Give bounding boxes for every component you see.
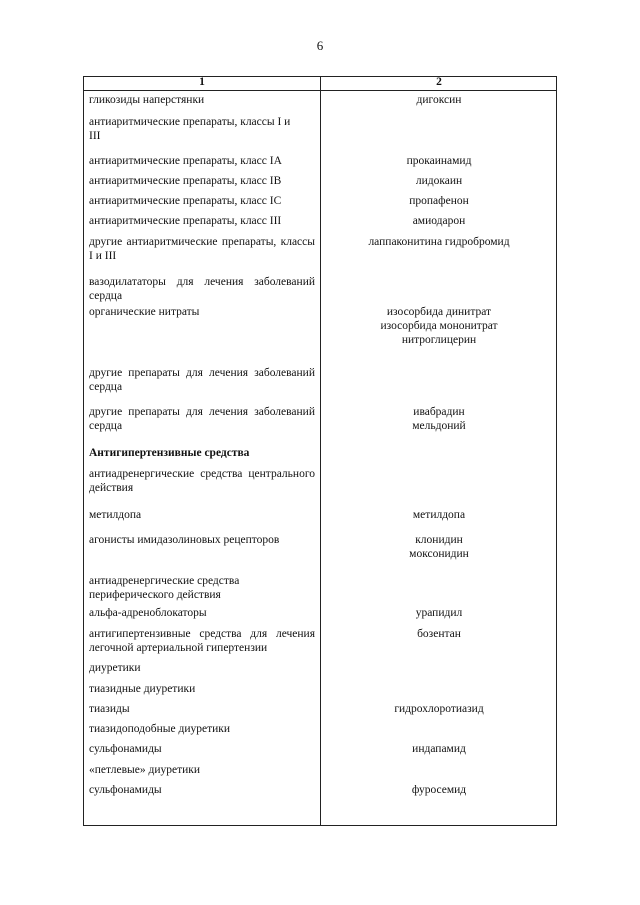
- drug-name-cell: клонидин моксонидин: [409, 534, 469, 560]
- drug-class-cell: вазодилататоры для лечения заболеваний сердца: [89, 276, 315, 302]
- drug-name-cell: урапидил: [415, 607, 463, 619]
- drug-class-cell: антиаритмические препараты, класс III: [89, 215, 282, 227]
- drug-class-cell: агонисты имидазолиновых рецепторов: [89, 534, 280, 546]
- drug-class-cell: антиадренергические средства периферического действия: [89, 575, 240, 601]
- drug-class-cell: тиазидные диуретики: [89, 683, 196, 695]
- drug-table: [83, 76, 557, 826]
- drug-class-cell: антиаритмические препараты, класс IB: [89, 175, 282, 187]
- drug-class-cell: антиаритмические препараты, классы I и III: [89, 116, 291, 142]
- drug-class-cell: антиаритмические препараты, класс IA: [89, 155, 282, 167]
- drug-class-cell: сульфонамиды: [89, 784, 162, 796]
- drug-class-cell: другие препараты для лечения заболеваний сердца: [89, 406, 315, 432]
- table-header: [84, 77, 556, 91]
- drug-name-cell: фуросемид: [411, 784, 467, 796]
- drug-class-cell: тиазиды: [89, 703, 130, 715]
- drug-name-cell: амиодарон: [412, 215, 466, 227]
- drug-class-cell: органические нитраты: [89, 306, 200, 318]
- drug-name-cell: пропафенон: [409, 195, 469, 207]
- page-number: 6: [316, 38, 324, 53]
- drug-name-cell: изосорбида динитрат изосорбида мононитрат нитроглицерин: [380, 306, 498, 346]
- drug-name-cell: гидрохлоротиазид: [394, 703, 484, 715]
- drug-class-cell: другие препараты для лечения заболеваний сердца: [89, 367, 315, 393]
- drug-name-cell: метилдопа: [412, 509, 466, 521]
- drug-name-cell: индапамид: [412, 743, 466, 755]
- drug-class-cell: альфа-адреноблокаторы: [89, 607, 207, 619]
- drug-class-cell: гликозиды наперстянки: [89, 94, 205, 106]
- drug-class-cell: антигипертензивные средства для лечения легочной артериальной гипертензии: [89, 628, 315, 654]
- column-header-1: 1: [199, 76, 205, 88]
- drug-name-cell: ивабрадин мельдоний: [412, 406, 466, 432]
- drug-class-cell: другие антиаритмические препараты, классы I и III: [89, 236, 315, 262]
- column-header-2: 2: [436, 76, 442, 88]
- drug-class-cell: антиаритмические препараты, класс IC: [89, 195, 282, 207]
- drug-class-cell: антиадренергические средства центрального действия: [89, 468, 315, 494]
- drug-name-cell: прокаинамид: [406, 155, 472, 167]
- drug-name-cell: бозентан: [417, 628, 461, 640]
- section-heading: Антигипертензивные средства: [89, 447, 250, 459]
- drug-class-cell: тиазидоподобные диуретики: [89, 723, 230, 735]
- drug-class-cell: «петлевые» диуретики: [89, 764, 201, 776]
- drug-class-cell: диуретики: [89, 662, 141, 674]
- drug-class-cell: сульфонамиды: [89, 743, 162, 755]
- drug-name-cell: дигоксин: [416, 94, 462, 106]
- drug-name-cell: лаппаконитина гидробромид: [368, 236, 510, 248]
- drug-name-cell: лидокаин: [415, 175, 463, 187]
- drug-class-cell: метилдопа: [89, 509, 142, 521]
